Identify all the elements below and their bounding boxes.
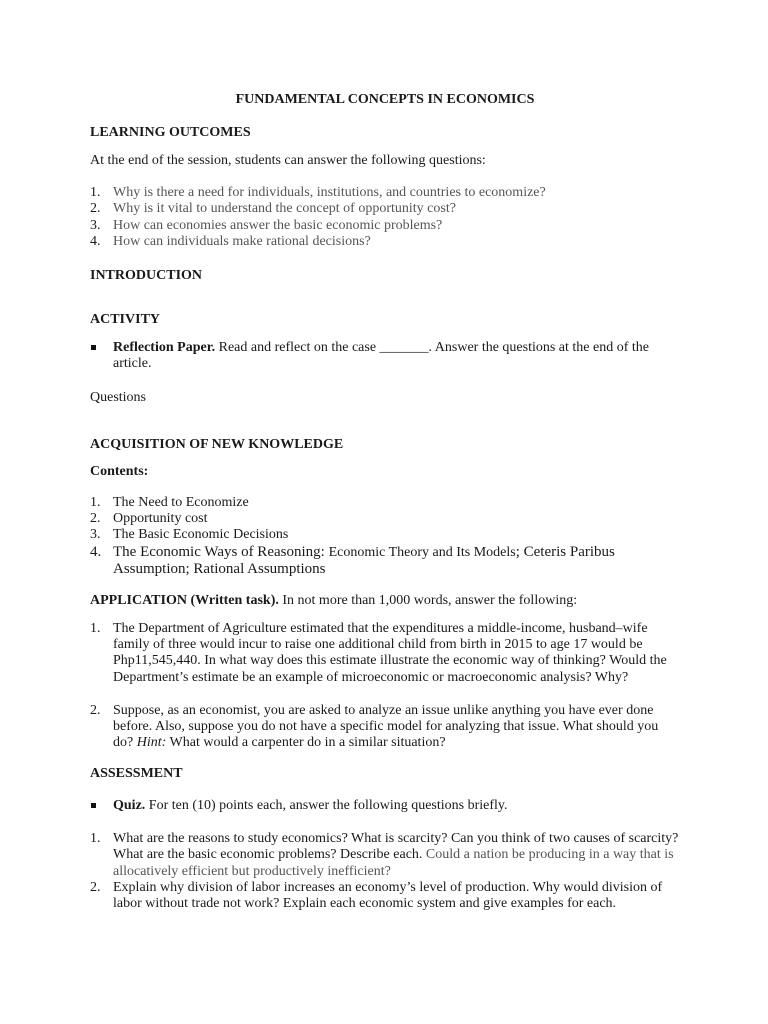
square-bullet-icon bbox=[91, 803, 96, 808]
application-label: APPLICATION (Written task). bbox=[90, 592, 279, 608]
reflection-paper-label: Reflection Paper. bbox=[113, 340, 216, 356]
acquisition-heading: ACQUISITION OF NEW KNOWLEDGE bbox=[90, 436, 344, 452]
reflection-paper-text: Read and reflect on the case _______. Answer the questions at the end of the article. bbox=[113, 340, 649, 372]
learning-outcomes-heading: LEARNING OUTCOMES bbox=[90, 125, 251, 140]
list-item: 2. Why is it vital to understand the concept of opportunity cost? bbox=[90, 201, 456, 217]
list-item: 1. Why is there a need for individuals, institutions, and countries to economize? bbox=[90, 185, 546, 200]
list-item: 3. The Basic Economic Decisions bbox=[90, 527, 289, 543]
list-item: 2. Explain why division of labor increases an economy’s level of production. Why would division of labor without trade not work? Explain each economic system and give examples for each. bbox=[90, 879, 663, 912]
quiz-item bbox=[90, 798, 680, 814]
quiz-label: Quiz. bbox=[113, 797, 146, 813]
application-list bbox=[90, 621, 680, 752]
application-instructions: In not more than 1,000 words, answer the following: bbox=[278, 592, 578, 608]
activity-heading: ACTIVITY bbox=[90, 312, 161, 328]
list-item: 1. The Need to Economize bbox=[90, 494, 249, 510]
list-item: 1. What are the reasons to study economics? What is scarcity? Can you think of two causes of scarcity? What are the basic economic problems? Describe each. Could a nation be producing in a way that is allocatively efficient but productively inefficient? bbox=[90, 831, 679, 879]
list-item: 1. The Department of Agriculture estimated that the expenditures a middle-income, husband–wife family of three would incur to raise one additional child from birth in 2015 to age 17 would be Php11,545,440. In what way does this estimate illustrate the economic way of thinking? Would the Department’s estimate be an example of microeconomic or macroeconomic analysis? Why? bbox=[90, 620, 667, 685]
contents-list bbox=[90, 495, 680, 579]
list-item: 2. Suppose, as an economist, you are asked to analyze an issue unlike anything you have ever done before. Also, suppose you do not have a specific model for analyzing that issue. What should you do? Hint: What would a carpenter do in a similar situation? bbox=[90, 702, 659, 751]
list-item: 2. Opportunity cost bbox=[90, 511, 208, 527]
assessment-list bbox=[90, 831, 680, 912]
quiz-text: For ten (10) points each, answer the following questions briefly. bbox=[145, 797, 508, 813]
assessment-heading: ASSESSMENT bbox=[90, 765, 183, 781]
reflection-paper-item bbox=[90, 340, 680, 373]
contents-label: Contents: bbox=[90, 463, 149, 479]
application-heading bbox=[90, 592, 680, 609]
learning-outcomes-intro: At the end of the session, students can answer the following questions: bbox=[90, 153, 486, 168]
document-page bbox=[90, 92, 680, 913]
introduction-heading: INTRODUCTION bbox=[90, 268, 203, 284]
list-item: 3. How can economies answer the basic economic problems? bbox=[90, 217, 443, 233]
square-bullet-icon bbox=[91, 345, 96, 350]
list-item: 4. How can individuals make rational decisions? bbox=[90, 233, 371, 249]
questions-label: Questions bbox=[90, 389, 146, 405]
list-item: 4. The Economic Ways of Reasoning: Economic Theory and Its Models; Ceteris Paribus Assumption; Rational Assumptions bbox=[90, 543, 615, 578]
document-title: FUNDAMENTAL CONCEPTS IN ECONOMICS bbox=[235, 92, 535, 107]
learning-outcomes-list bbox=[90, 185, 680, 250]
